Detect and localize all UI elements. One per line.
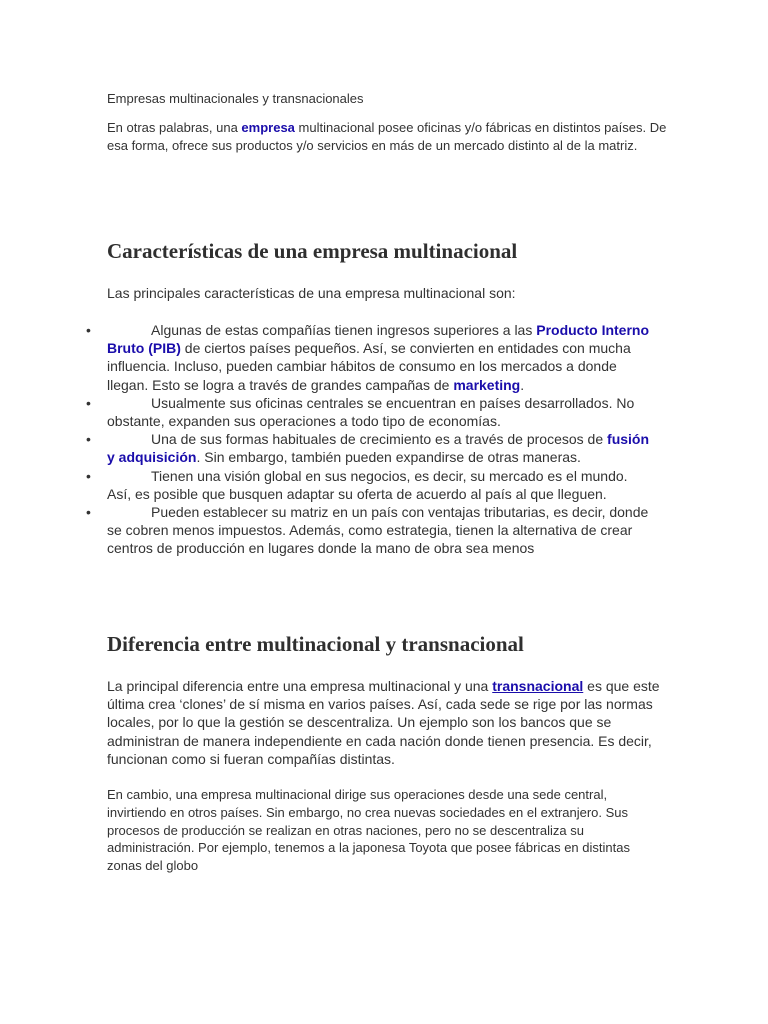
list-item: [86, 467, 652, 503]
bullet-text-after: .: [520, 376, 525, 393]
list-item: [86, 394, 652, 430]
bullet-text-before: Algunas de estas compañías tienen ingresos superiores a las: [151, 322, 537, 338]
list-item: [86, 430, 652, 466]
characteristics-list: [86, 321, 652, 558]
link-transnacional[interactable]: transnacional: [492, 678, 584, 694]
multinational-paragraph: En cambio, una empresa multinacional dirige sus operaciones desde una sede central, invirtiendo en otros países. Sin embargo, no crea nuevas sociedades en el extranjero. Sus procesos de producción se realizan en otras naciones, pero no se descentraliza su administración. Por ejemplo, tenemos a la japonesa Toyota que posee fábricas en distintas zonas del globo: [107, 787, 630, 874]
bullet-text: Usualmente sus oficinas centrales se encuentran en países desarrollados. No obstante, expanden sus operaciones a todo tipo de economías.: [107, 394, 635, 430]
keyword-fusion-adquisicion[interactable]: fusión y adquisición: [107, 431, 650, 466]
bullet-icon: •: [86, 431, 91, 448]
section-heading-caracteristicas: Características de una empresa multinacional: [107, 239, 518, 263]
bullet-text-before: Una de sus formas habituales de crecimiento es a través de procesos de: [151, 431, 608, 448]
keyword-pib[interactable]: Producto Interno Bruto (PIB): [107, 322, 650, 357]
keyword-empresa[interactable]: empresa: [241, 120, 295, 135]
document-title: Empresas multinacionales y transnacionales: [107, 91, 364, 106]
intro-text-after: multinacional posee oficinas y/o fábricas en distintos países. De esa forma, ofrece sus productos y/o servicios en más de un mercado distinto al de la matriz.: [107, 120, 667, 153]
section-heading-diferencia: Diferencia entre multinacional y transnacional: [107, 632, 524, 656]
keyword-marketing[interactable]: marketing: [453, 376, 521, 393]
list-item: [86, 321, 652, 394]
list-item: [86, 503, 652, 558]
bullet-text-middle: de ciertos países pequeños. Así, se convierten en entidades con mucha influencia. Incluso, pueden cambiar hábitos de consumo en los mercados a donde llegan. Esto se logra a través de grandes campañas de: [107, 340, 631, 393]
paragraph-text-before: La principal diferencia entre una empresa multinacional y una: [107, 678, 493, 694]
bullet-icon: •: [86, 394, 91, 411]
bullet-icon: •: [86, 322, 91, 338]
paragraph-text-after: es que este última crea ‘clones’ de sí misma en varios países. Así, cada sede se rige por las normas locales, por lo que la gestión se descentraliza. Un ejemplo son los bancos que se administran de manera independiente en cada nación donde tienen presencia. Es decir, funcionan como si fueran compañías distintas.: [107, 678, 660, 767]
difference-paragraph: [107, 677, 663, 768]
intro-paragraph: [107, 119, 667, 155]
bullet-icon: •: [86, 467, 91, 484]
bullet-text: Tienen una visión global en sus negocios, es decir, su mercado es el mundo. Así, es posible que busquen adaptar su oferta de acuerdo al país al que lleguen.: [107, 467, 628, 502]
bullet-text: Pueden establecer su matriz en un país con ventajas tributarias, es decir, donde se cobren menos impuestos. Además, como estrategia, tienen la alternativa de crear centros de producción en lugares donde la mano de obra sea menos: [107, 504, 649, 557]
section-lead: Las principales características de una empresa multinacional son:: [107, 285, 516, 301]
bullet-text-after: . Sin embargo, también pueden expandirse de otras maneras.: [196, 449, 581, 466]
intro-text-before: En otras palabras, una: [107, 120, 242, 135]
bullet-icon: •: [86, 504, 91, 521]
